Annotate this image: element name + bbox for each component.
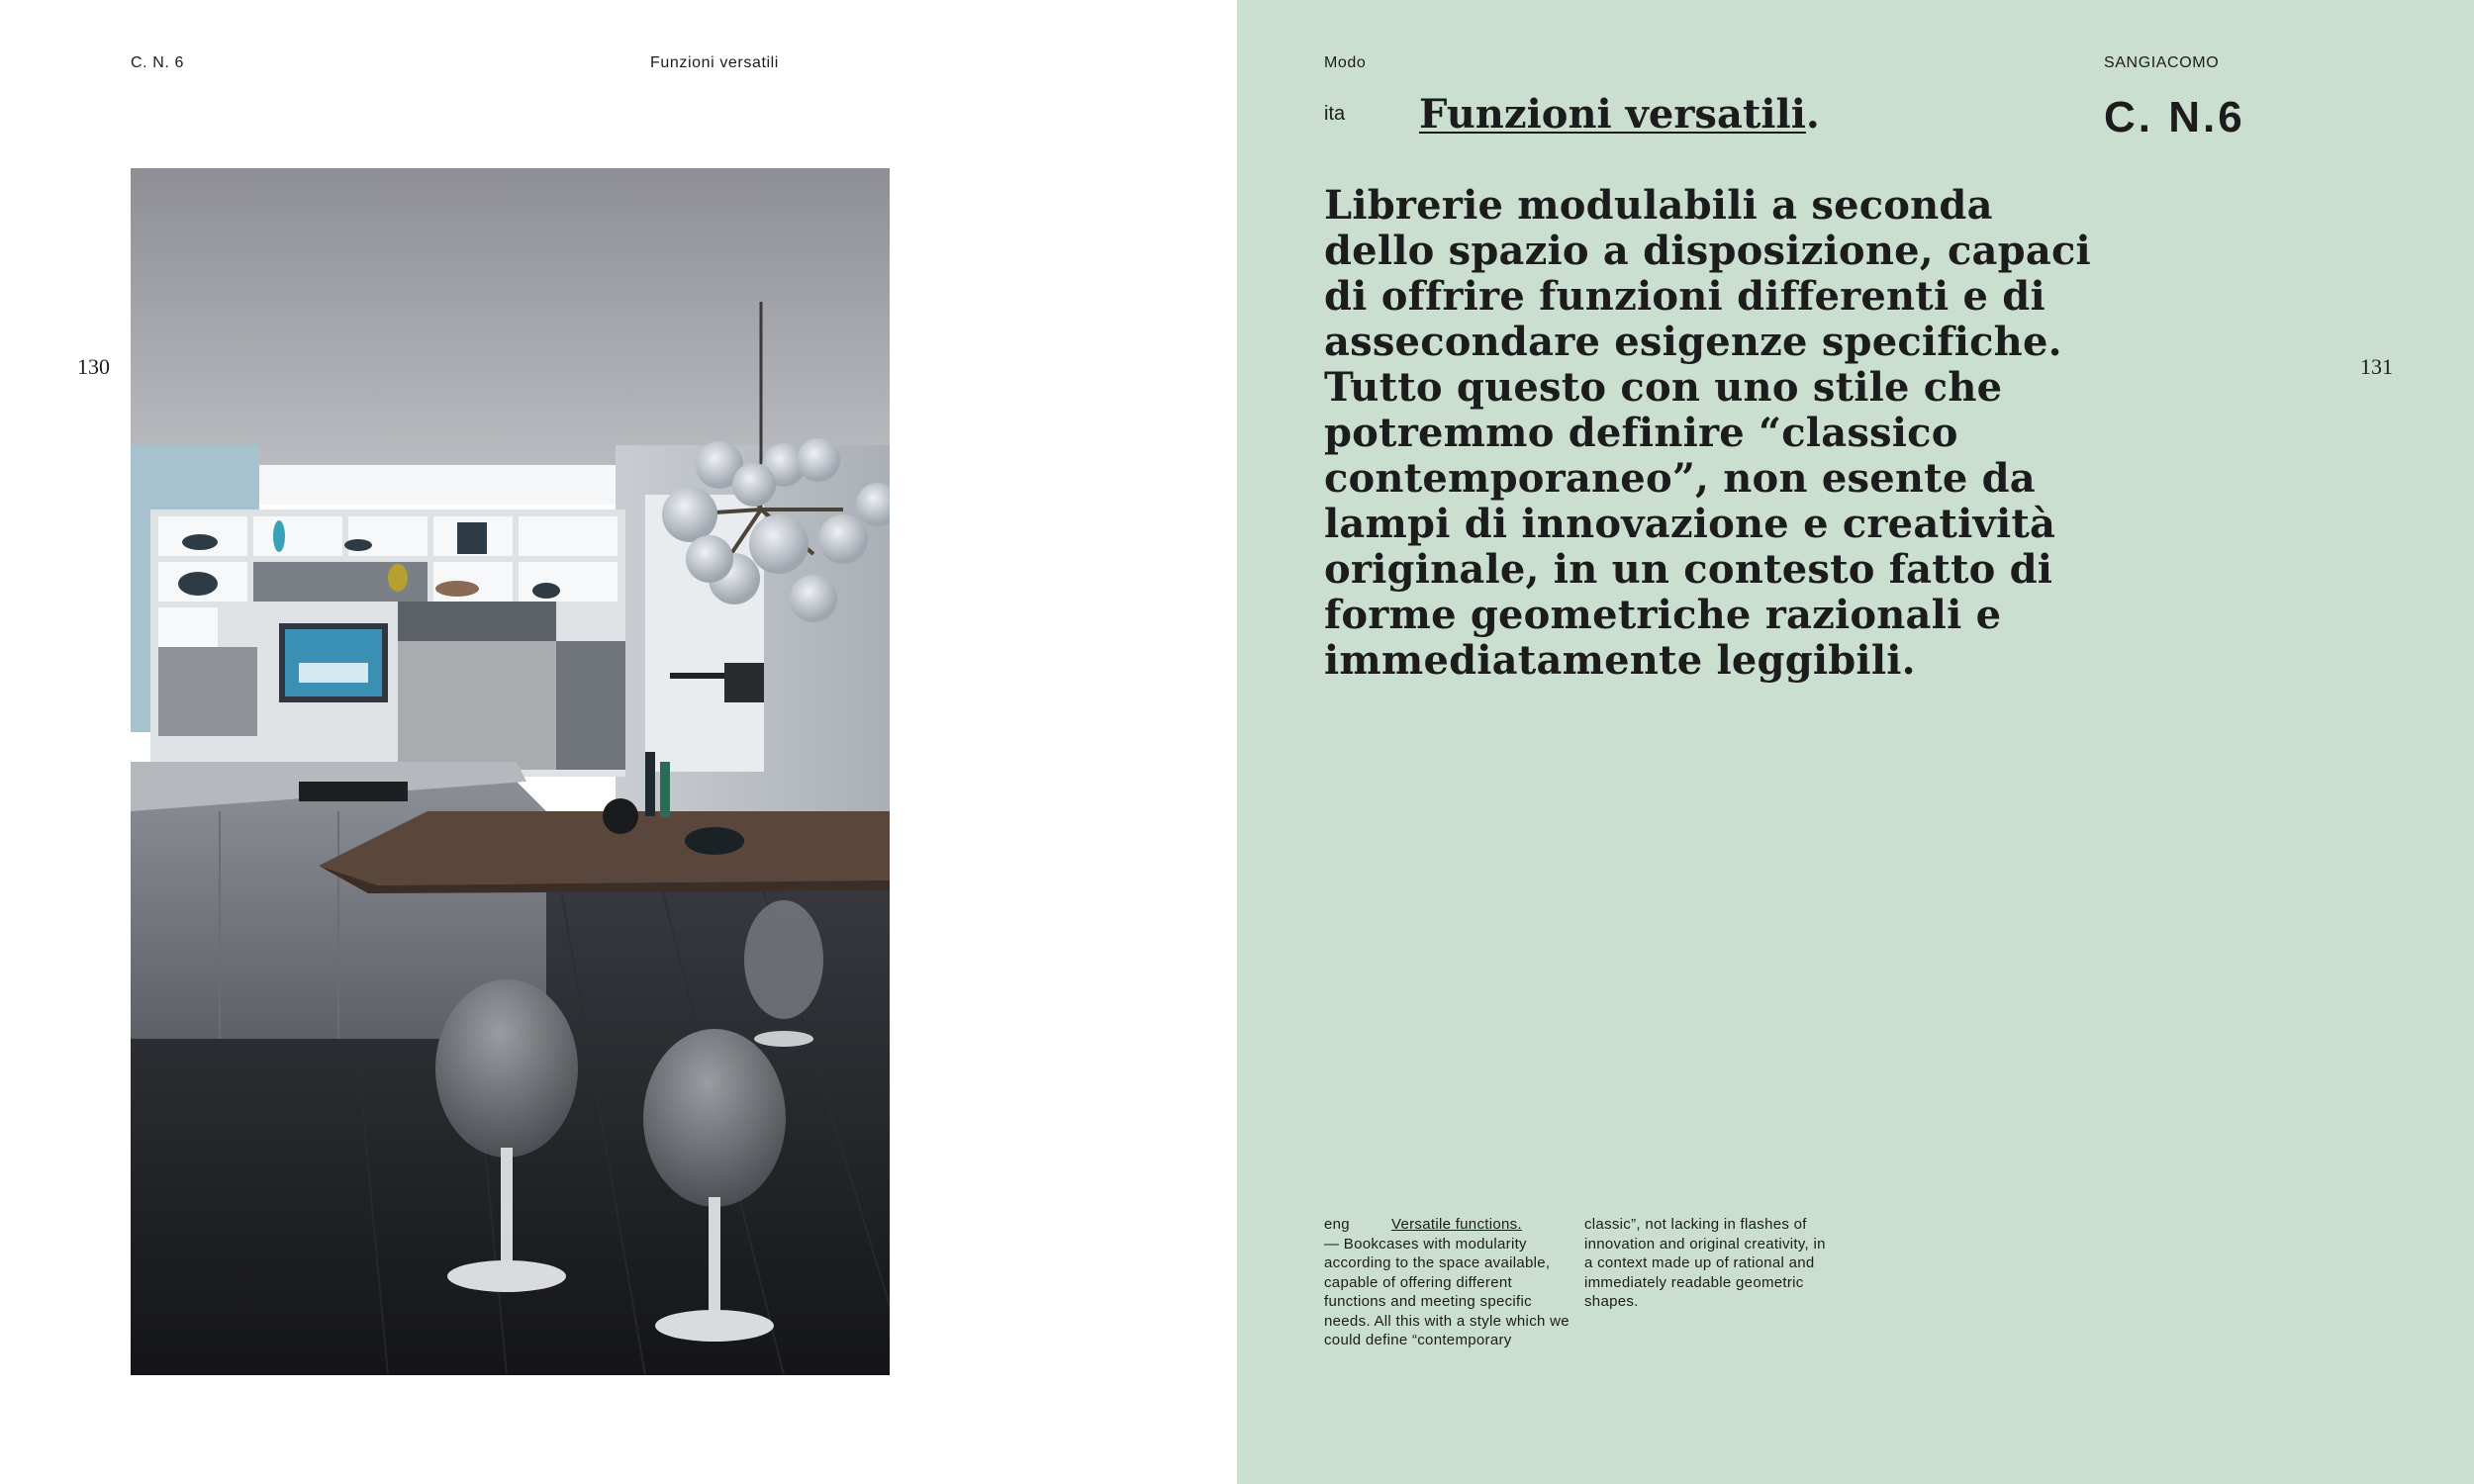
lead-paragraph: Librerie modulabili a seconda dello spazio a disposizione, capaci di offrire funzioni differenti e di assecondare esigenze specifiche. Tutto questo con uno stile che potremmo definire “classico contemporaneo”, non esente da lampi di innovazione e creatività originale, in un contesto fatto di forme geometriche razionali e immediatamente leggibili. [1324, 182, 2091, 684]
page-number-left: 130 [77, 354, 110, 379]
running-head-modo: Modo [1324, 54, 1367, 71]
kitchen-photo [131, 168, 890, 1375]
headline-text: Funzioni versatili [1419, 91, 1806, 138]
language-tag-eng: eng [1324, 1216, 1350, 1233]
running-head-collection: C. N. 6 [131, 54, 184, 71]
running-head-section: Funzioni versatili [650, 54, 779, 71]
english-body-col2: classic”, not lacking in flashes of innovation and original creativity, in a context made up of rational and immediately readable geometric shapes. [1584, 1216, 1826, 1310]
headline-period: . [1805, 91, 1820, 138]
language-tag-ita: ita [1324, 103, 1346, 125]
running-head-brand: SANGIACOMO [2104, 54, 2220, 71]
english-body-col1: — Bookcases with modularity according to the space available, capable of offering different functions and meeting specific needs. All this with a style which we could define “contemporary [1324, 1235, 1570, 1348]
english-column-2 [1584, 1215, 1834, 1312]
page-number-right: 131 [2360, 354, 2393, 379]
collection-title: C. N.6 [2104, 93, 2245, 141]
english-title: Versatile functions. [1391, 1216, 1522, 1233]
english-column-1 [1324, 1215, 1573, 1350]
section-headline [1419, 91, 1820, 138]
